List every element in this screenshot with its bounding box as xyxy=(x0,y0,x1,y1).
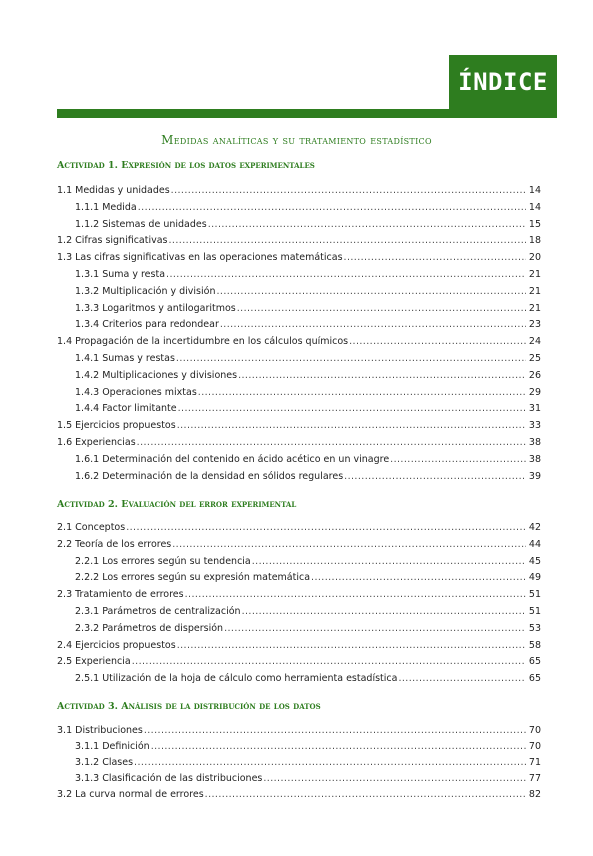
toc-entry[interactable] xyxy=(75,772,541,786)
toc-entry-title: 2.3.1 Parámetros de centralización xyxy=(75,606,241,617)
toc-entry-title: 1.4.1 Sumas y restas xyxy=(75,353,175,364)
toc-entry-title: 1.4 Propagación de la incertidumbre en los cálculos químicos xyxy=(57,336,349,348)
toc-entry[interactable] xyxy=(75,285,541,299)
toc-entry-title: 3.1.2 Clases xyxy=(75,757,134,768)
toc-entry-page: 31 xyxy=(528,403,541,415)
toc-entry[interactable] xyxy=(57,588,541,602)
document-title: Medidas analíticas y su tratamiento estadístico xyxy=(161,133,432,147)
toc-entry[interactable] xyxy=(57,538,541,552)
dot-leader xyxy=(263,772,526,786)
toc-entry-page: 65 xyxy=(528,673,541,685)
dot-leader xyxy=(126,521,526,535)
toc-entry[interactable] xyxy=(57,234,541,248)
dot-leader xyxy=(169,234,526,248)
toc-entry[interactable] xyxy=(75,386,541,400)
toc-entry-page: 29 xyxy=(528,386,541,398)
toc-entry-title: 2.4 Ejercicios propuestos xyxy=(57,639,176,651)
toc-entry-page: 65 xyxy=(528,656,541,668)
toc-entry-title: 2.2.1 Los errores según su tendencia xyxy=(75,555,251,567)
dot-leader xyxy=(216,285,526,299)
toc-entry-page: 49 xyxy=(528,572,541,584)
dot-leader xyxy=(208,218,526,232)
toc-entry-page: 25 xyxy=(528,353,541,364)
toc-entry-title: 1.4.4 Factor limitante xyxy=(75,403,177,415)
toc-entry-page: 44 xyxy=(528,538,541,550)
toc-entry-page: 33 xyxy=(528,420,541,432)
toc-entry-page: 71 xyxy=(528,757,541,768)
toc-entry-title: 1.3.1 Suma y resta xyxy=(75,269,166,280)
toc-entry[interactable] xyxy=(57,788,541,802)
index-header-title: ÍNDICE xyxy=(449,55,557,109)
toc-entry-page: 53 xyxy=(528,622,541,634)
dot-leader xyxy=(151,740,526,754)
toc-entry-page: 77 xyxy=(528,773,541,784)
toc-entry-title: 1.3 Las cifras significativas en las operaciones matemáticas xyxy=(57,252,343,264)
toc-entry-title: 1.4.2 Multiplicaciones y divisiones xyxy=(75,369,238,381)
toc-entry-title: 1.6.1 Determinación del contenido en ácido acético en un vinagre xyxy=(75,453,390,465)
dot-leader xyxy=(137,436,526,450)
activity-heading: Actividad 2. Evaluación del error experimental xyxy=(57,499,297,510)
toc-entry-page: 21 xyxy=(528,302,541,314)
toc-entry[interactable] xyxy=(75,218,541,232)
toc-entry[interactable] xyxy=(57,436,541,450)
dot-leader xyxy=(166,268,526,282)
toc-entry-page: 82 xyxy=(528,789,541,800)
toc-entry[interactable] xyxy=(57,639,541,653)
toc-entry[interactable] xyxy=(57,251,541,265)
toc-entry[interactable] xyxy=(75,453,541,467)
dot-leader xyxy=(220,318,526,332)
toc-entry-title: 1.3.4 Criterios para redondear xyxy=(75,319,219,331)
toc-entry-page: 26 xyxy=(528,369,541,381)
toc-entry-title: 1.5 Ejercicios propuestos xyxy=(57,420,176,432)
toc-entry-title: 2.5.1 Utilización de la hoja de cálculo como herramienta estadística xyxy=(75,673,398,685)
toc-entry[interactable] xyxy=(57,419,541,433)
toc-entry-title: 3.1.1 Definición xyxy=(75,741,150,752)
toc-entry-title: 1.2 Cifras significativas xyxy=(57,235,168,247)
dot-leader xyxy=(132,655,526,669)
toc-entry-title: 3.1.3 Clasificación de las distribuciones xyxy=(75,773,263,784)
toc-entry[interactable] xyxy=(75,369,541,383)
toc-entry-page: 15 xyxy=(528,218,541,230)
dot-leader xyxy=(344,251,526,265)
toc-entry-page: 51 xyxy=(528,606,541,617)
toc-entry-title: 1.1.2 Sistemas de unidades xyxy=(75,218,207,230)
toc-entry[interactable] xyxy=(57,724,541,738)
toc-entry-title: 1.3.3 Logaritmos y antilogaritmos xyxy=(75,302,236,314)
toc-entry[interactable] xyxy=(57,655,541,669)
dot-leader xyxy=(171,184,526,198)
toc-entry-page: 21 xyxy=(528,269,541,280)
dot-leader xyxy=(224,622,526,636)
toc-entry-page: 45 xyxy=(528,555,541,567)
toc-entry-title: 1.3.2 Multiplicación y división xyxy=(75,285,216,297)
toc-entry-page: 38 xyxy=(528,453,541,465)
dot-leader xyxy=(172,538,526,552)
toc-entry[interactable] xyxy=(75,352,541,366)
dot-leader xyxy=(177,419,526,433)
dot-leader xyxy=(237,302,526,316)
toc-entry[interactable] xyxy=(75,740,541,754)
toc-entry-page: 42 xyxy=(528,522,541,533)
dot-leader xyxy=(349,335,526,349)
dot-leader xyxy=(134,756,526,770)
toc-entry-page: 51 xyxy=(528,589,541,601)
dot-leader xyxy=(198,386,526,400)
activity-heading: Actividad 1. Expresión de los datos experimentales xyxy=(57,160,315,171)
header-divider-bar xyxy=(57,109,557,118)
dot-leader xyxy=(178,402,526,416)
toc-entry-page: 20 xyxy=(528,252,541,264)
toc-entry-title: 3.1 Distribuciones xyxy=(57,725,143,736)
toc-entry-page: 14 xyxy=(528,185,541,196)
dot-leader xyxy=(238,369,526,383)
toc-entry[interactable] xyxy=(75,268,541,282)
dot-leader xyxy=(344,470,526,484)
dot-leader xyxy=(144,724,526,738)
dot-leader xyxy=(205,788,526,802)
dot-leader xyxy=(242,605,526,619)
toc-entry[interactable] xyxy=(75,318,541,332)
dot-leader xyxy=(252,555,526,569)
toc-entry[interactable] xyxy=(75,402,541,416)
toc-entry[interactable] xyxy=(75,470,541,484)
toc-entry-page: 38 xyxy=(528,437,541,448)
dot-leader xyxy=(176,352,526,366)
toc-entry-page: 23 xyxy=(528,319,541,331)
dot-leader xyxy=(177,639,526,653)
toc-entry[interactable] xyxy=(57,184,541,198)
toc-entry[interactable] xyxy=(75,201,541,215)
toc-entry-title: 2.5 Experiencia xyxy=(57,656,131,668)
toc-entry-title: 3.2 La curva normal de errores xyxy=(57,789,204,800)
dot-leader xyxy=(398,672,526,686)
toc-entry-page: 70 xyxy=(528,741,541,752)
toc-entry[interactable] xyxy=(75,571,541,585)
toc-entry-page: 24 xyxy=(528,336,541,348)
toc-entry[interactable] xyxy=(75,672,541,686)
toc-entry-page: 21 xyxy=(528,285,541,297)
dot-leader xyxy=(185,588,526,602)
toc-entry-title: 1.6.2 Determinación de la densidad en sólidos regulares xyxy=(75,470,344,482)
toc-entry[interactable] xyxy=(57,335,541,349)
toc-entry[interactable] xyxy=(75,605,541,619)
toc-entry-page: 14 xyxy=(528,201,541,213)
toc-entry-title: 2.2.2 Los errores según su expresión matemática xyxy=(75,572,311,584)
toc-entry-title: 2.3.2 Parámetros de dispersión xyxy=(75,622,224,634)
toc-entry-title: 1.6 Experiencias xyxy=(57,437,136,448)
toc-entry-title: 1.4.3 Operaciones mixtas xyxy=(75,386,197,398)
toc-entry[interactable] xyxy=(75,555,541,569)
toc-entry-page: 70 xyxy=(528,725,541,736)
toc-entry-title: 1.1.1 Medida xyxy=(75,201,137,213)
toc-entry[interactable] xyxy=(75,756,541,770)
toc-entry[interactable] xyxy=(75,622,541,636)
toc-entry-title: 2.3 Tratamiento de errores xyxy=(57,589,184,601)
dot-leader xyxy=(390,453,526,467)
toc-entry-page: 18 xyxy=(528,235,541,247)
toc-entry-page: 39 xyxy=(528,470,541,482)
toc-entry[interactable] xyxy=(57,521,541,535)
toc-entry-title: 2.2 Teoría de los errores xyxy=(57,538,172,550)
toc-entry-title: 1.1 Medidas y unidades xyxy=(57,185,170,196)
toc-entry-page: 58 xyxy=(528,639,541,651)
toc-entry[interactable] xyxy=(75,302,541,316)
dot-leader xyxy=(138,201,526,215)
dot-leader xyxy=(311,571,526,585)
activity-heading: Actividad 3. Análisis de la distribución de los datos xyxy=(57,701,321,712)
toc-entry-title: 2.1 Conceptos xyxy=(57,522,126,533)
